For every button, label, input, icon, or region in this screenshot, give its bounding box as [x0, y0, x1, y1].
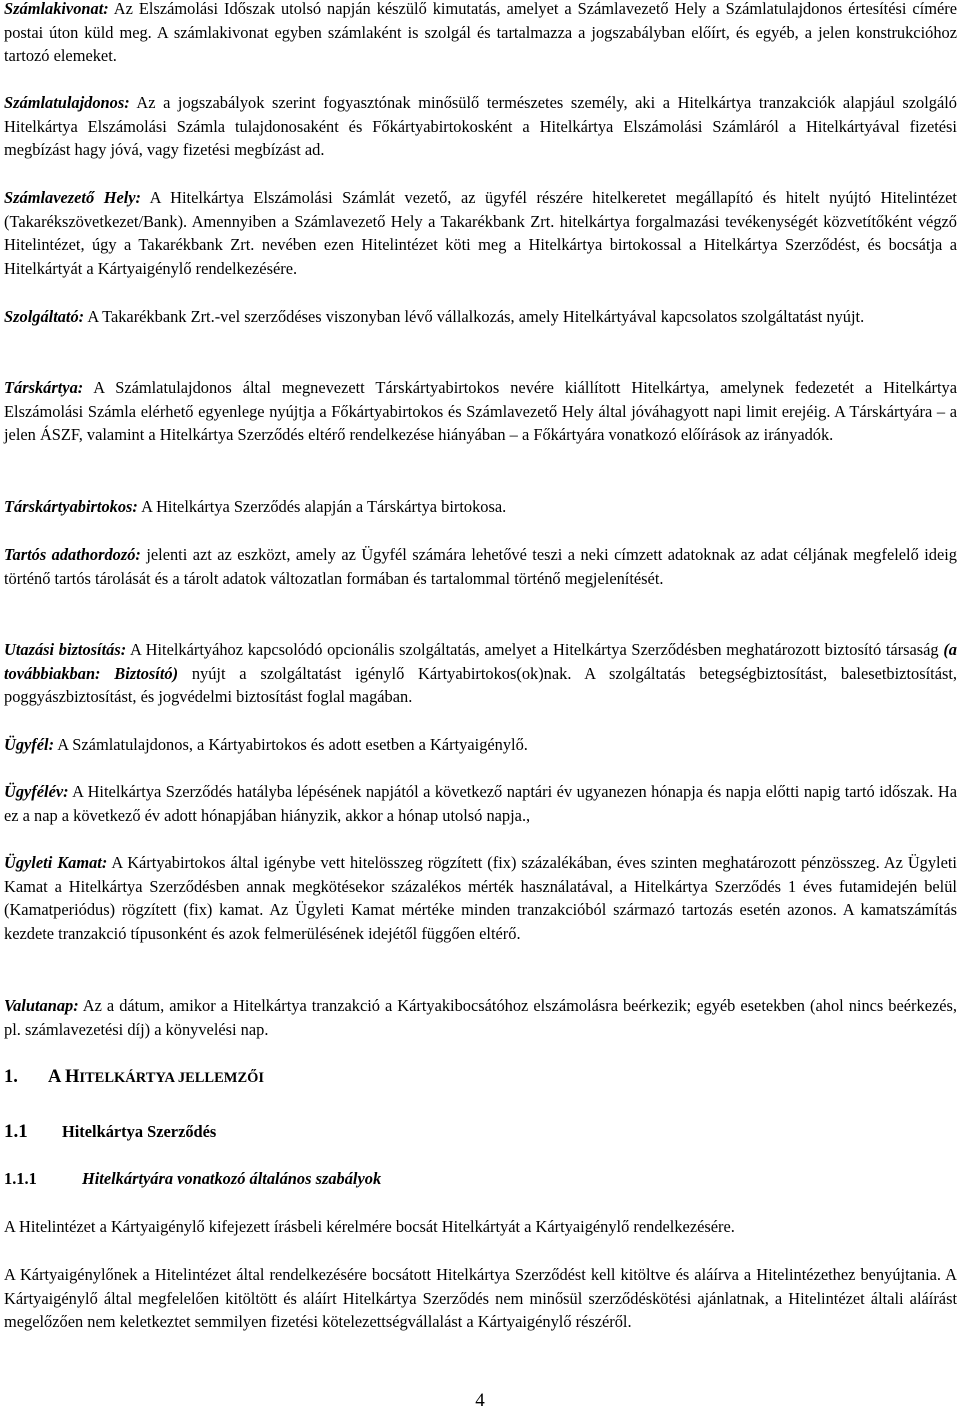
definition-emphasis: (a továbbiakban: Biztosító): [4, 640, 957, 683]
definition-tartos-adathordozo: [4, 543, 957, 590]
definition-text: A Hitelkártya Szerződés alapján a Társkártya birtokosa.: [137, 497, 507, 516]
definition-tarskartya: [4, 376, 957, 447]
body-paragraph: A Hitelintézet a Kártyaigénylő kifejezett írásbeli kérelmére bocsát Hitelkártyát a Kártyaigénylő rendelkezésére.: [4, 1217, 735, 1236]
section-number: 1.: [4, 1067, 18, 1087]
section-heading-1-1-1: [4, 1167, 381, 1191]
section-heading-1-1: [4, 1120, 216, 1144]
definition-ugyleti-kamat: [4, 851, 957, 945]
section-heading-1: [4, 1066, 264, 1091]
definition-text: A Hitelkártyához kapcsolódó opcionális szolgáltatás, amelyet a Hitelkártya Szerződésben meghatározott biztosító társaság: [126, 640, 944, 659]
definition-tarskartyabirtokos: [4, 495, 957, 519]
definition-term: Ügyfél:: [4, 735, 55, 754]
definition-text: A Takarékbank Zrt.-vel szerződéses viszonyban lévő vállalkozás, amely Hitelkártyával kapcsolatos szolgáltatást nyújt.: [84, 307, 865, 326]
definition-term: Számlavezető Hely:: [4, 188, 142, 207]
definition-text: A Kártyabirtokos által igénybe vett hitelösszeg rögzített (fix) százalékában, éves szinten meghatározott pénzösszeg. Az Ügyleti Kamat a Hitelkártya Szerződésben annak megkötésekor százalékos mérték használatával, a Hitelkártya Szerződés 1 éves futamidején belül (Kamatperiódus) rögzített (fix) kamat. Az Ügyleti Kamat mértéke minden tranzakcióból származó tartozás esetén azonos. A kamatszámítás kezdete tranzakció típusonként és azok felmerülésének idejétől függően eltérő.: [4, 853, 957, 943]
section-title-rest: ITELKÁRTYA JELLEMZŐI: [79, 1070, 265, 1086]
definition-ugyfel: [4, 733, 957, 757]
definition-text: A Számlatulajdonos által megnevezett Társkártyabirtokos nevére kiállított Hitelkártya, amelynek fedezetét a Hitelkártya Elszámolási Számla elérhető egyenlege nyújtja a Főkártyabirtokos és Számlavezető Hely által jóváhagyott napi limit erejéig. A Társkártyára – a jelen ÁSZF, valamint a Hitelkártya Szerződés eltérő rendelkezése hiányában – a Főkártyára vonatkozó előírások az irányadók.: [4, 378, 957, 445]
definition-text: A Hitelkártya Elszámolási Számlát vezető, az ügyfél részére hitelkeretet megállapító és hitelt nyújtó Hitelintézet (Takarékszövetkezet/Bank). Amennyiben a Számlavezető Hely a Takarékbank Zrt. hitelkártya forgalmazási tevékenységét közvetítőként végző Hitelintézet, úgy a Takarékbank Zrt. nevében ezen Hitelintézet köti meg a Hitelkártya birtokossal a Hitelkártya Szerződést, és bocsátja a Hitelkártyát a Kártyaigénylő rendelkezésére.: [4, 188, 957, 278]
definition-term: Utazási biztosítás:: [4, 640, 127, 659]
definition-text: Az a dátum, amikor a Hitelkártya tranzakció a Kártyakibocsátóhoz elszámolásra beérkezik; egyéb esetekben (ahol nincs beérkezés, pl. számlavezetési díj) a könyvelési nap.: [4, 996, 957, 1039]
definition-szolgaltato: [4, 305, 957, 329]
body-paragraph: A Kártyaigénylőnek a Hitelintézet által rendelkezésére bocsátott Hitelkártya Szerződést kell kitöltve és aláírva a Hitelintézethez benyújtania. A Kártyaigénylő által megfelelően kitöltött és aláírt Hitelkártya Szerződés nem minősül szerződéskötési ajánlatnak, a Hitelintézet általi aláírást megelőzően nem keletkeztet semmilyen fizetési kötelezettségvállalást a Kártyaigénylő részéről.: [4, 1265, 957, 1332]
definition-text: jelenti azt az eszközt, amely az Ügyfél számára lehetővé teszi a neki címzett adatoknak az adat céljának megfelelő ideig történő tartós tárolását és a tárolt adatok változatlan formában és tartalommal történő megjelenítését.: [4, 545, 957, 588]
section-number: 1.1: [4, 1121, 28, 1142]
section-title-first: A H: [48, 1067, 80, 1087]
definition-utazasi-biztositas: [4, 638, 957, 709]
definition-term: Társkártyabirtokos:: [4, 497, 138, 516]
definition-text: A Hitelkártya Szerződés hatályba lépésének napjától a következő naptári év ugyanezen hónapja és napja előtti napig tartó időszak. Ha ez a nap a következő év adott hónapjában hiányzik, akkor a hónap utolsó napja.,: [4, 782, 957, 825]
definition-term: Ügyleti Kamat:: [4, 853, 108, 872]
definition-ugyfelev: [4, 780, 957, 827]
definition-term: Társkártya:: [4, 378, 84, 397]
section-title: Hitelkártyára vonatkozó általános szabályok: [82, 1169, 382, 1188]
section-number: 1.1.1: [4, 1169, 37, 1188]
definition-text: Az a jogszabályok szerint fogyasztónak minősülő természetes személy, aki a Hitelkártya tranzakciók alapjául szolgáló Hitelkártya Elszámolási Számla tulajdonosaként és Főkártyabirtokosként a Hitelkártya Elszámolási Számláról a Hitelkártyával fizetési megbízást hagy jóvá, vagy fizetési megbízást ad.: [4, 93, 957, 160]
section-title: Hitelkártya Szerződés: [62, 1122, 217, 1141]
definition-szamlatulajdonos: [4, 91, 957, 162]
page-number: 4: [475, 1390, 485, 1411]
definition-term: Számlatulajdonos:: [4, 93, 130, 112]
definition-term: Valutanap:: [4, 996, 79, 1015]
definition-text-continued: nyújt a szolgáltatást igénylő Kártyabirtokos(ok)nak. A szolgáltatás betegségbiztosítást, balesetbiztosítást, poggyászbiztosítást, és jogvédelmi biztosítást foglal magában.: [4, 663, 957, 707]
definition-text: Az Elszámolási Időszak utolsó napján készülő kimutatás, amelyet a Számlavezető Hely a Számlatulajdonos értesítési címére postai úton küld meg. A számlakivonat egyben számlaként is szolgál és tartalmazza a jogszabályban előírt, és egyéb, a jelen konstrukcióhoz tartozó elemeket.: [4, 0, 957, 66]
definition-szamlavezeto-hely: [4, 186, 957, 280]
definition-szamlakivonat: [4, 0, 957, 68]
definition-term: Számlakivonat:: [4, 0, 109, 18]
definition-term: Tartós adathordozó:: [4, 545, 141, 564]
definition-term: Szolgáltató:: [4, 307, 85, 326]
definition-term: Ügyfélév:: [4, 782, 69, 801]
definition-valutanap: [4, 994, 957, 1041]
definition-text: A Számlatulajdonos, a Kártyabirtokos és adott esetben a Kártyaigénylő.: [54, 735, 528, 754]
